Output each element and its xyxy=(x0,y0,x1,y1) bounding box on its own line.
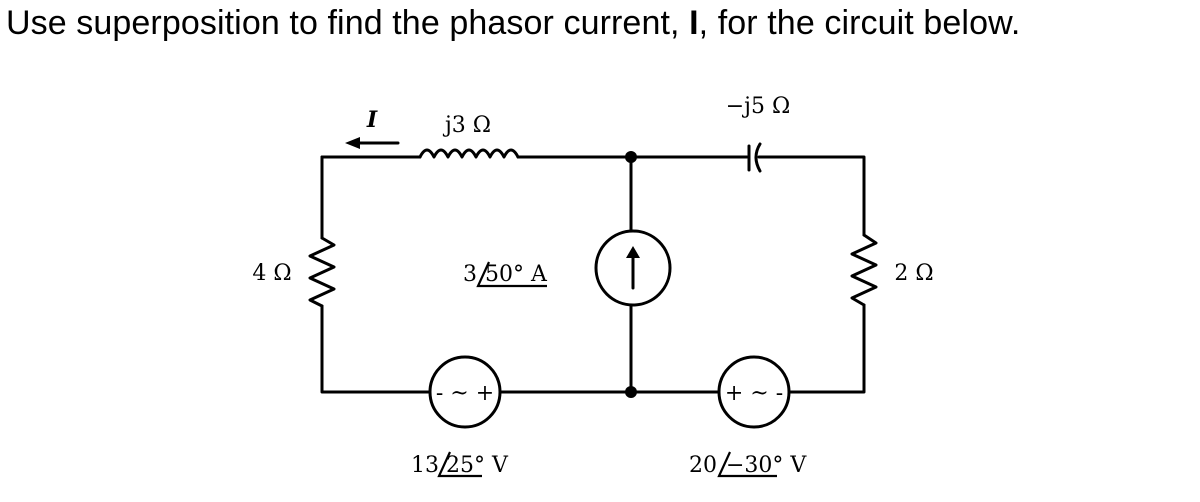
resistor-2-ohm xyxy=(852,235,876,305)
wire-left-lower xyxy=(322,306,430,392)
right-voltage-source xyxy=(719,357,789,427)
right-source-label-ang: −30° V xyxy=(726,453,807,478)
resistor-4-ohm xyxy=(310,238,334,306)
left-voltage-source xyxy=(430,357,500,427)
junction-top xyxy=(625,151,637,163)
right-source-label-mag: 20 xyxy=(689,453,717,478)
question-prefix: Use superposition to find the phasor current, xyxy=(6,4,690,42)
question-variable: I xyxy=(689,4,699,42)
current-source-label-mag: 3 xyxy=(463,262,477,287)
current-arrow xyxy=(345,137,398,149)
junction-bottom xyxy=(625,386,637,398)
inductor-label: j3 Ω xyxy=(444,113,492,138)
left-source-label-mag: 13 xyxy=(411,453,439,478)
capacitor-label: −j5 Ω xyxy=(725,94,791,119)
left-resistor-label: 4 Ω xyxy=(252,261,292,286)
left-source-label-ang: 25° V xyxy=(446,453,508,478)
inductor xyxy=(420,150,518,157)
current-label: I xyxy=(366,107,378,133)
wire-top-left xyxy=(322,157,420,160)
current-source-label-ang: 50° A xyxy=(485,262,547,287)
current-source xyxy=(596,231,670,305)
right-source-polarity: + ~ - xyxy=(724,381,784,406)
question-suffix: , for the circuit below. xyxy=(698,4,1021,42)
left-source-polarity: - ~ + xyxy=(435,381,495,406)
right-resistor-label: 2 Ω xyxy=(894,261,934,286)
wire-right-lower xyxy=(789,305,864,392)
wire-top-right xyxy=(759,157,864,235)
